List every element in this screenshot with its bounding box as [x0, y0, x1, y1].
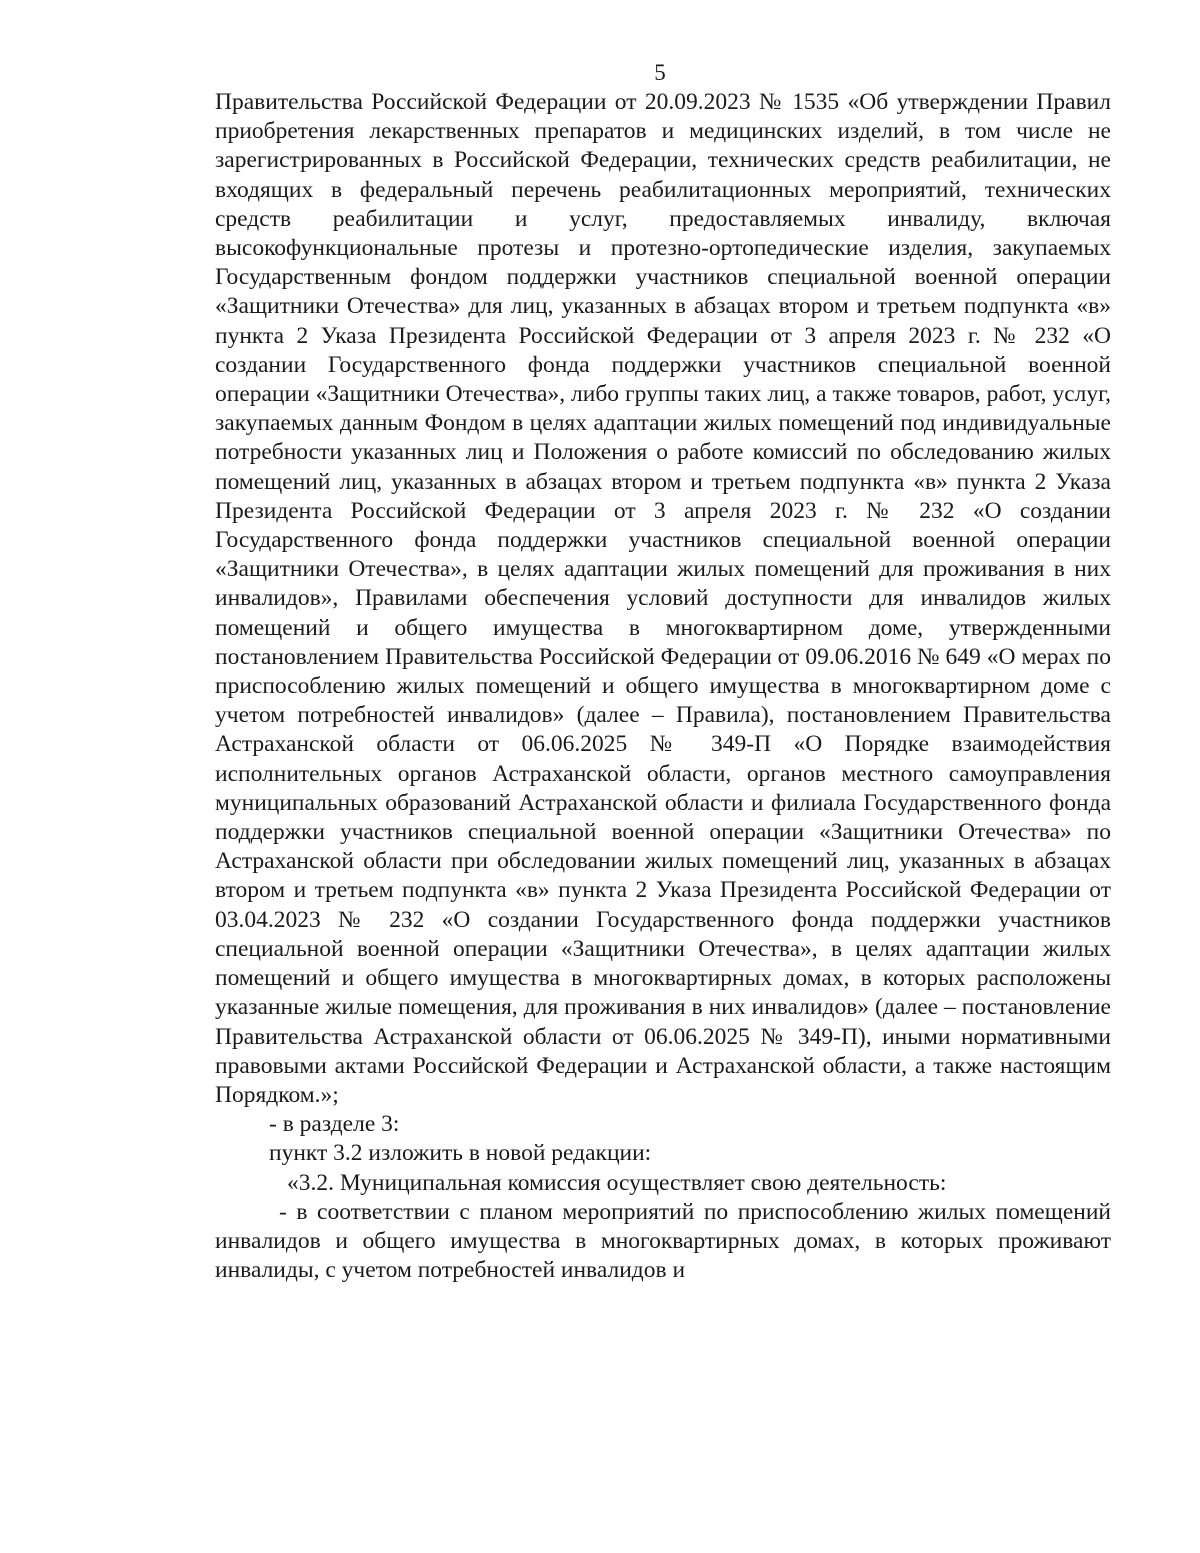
document-body [215, 88, 1111, 1285]
paragraph-legal-basis: Правительства Российской Федерации от 20.09.2023 № 1535 «Об утверждении Правил приобретения лекарственных препаратов и медицинских изделий, в том числе не зарегистрированных в Российской Федерации, технических средств реабилитации, не входящих в федеральный перечень реабилитационных мероприятий, технических средств реабилитации и услуг, предоставляемых инвалиду, включая высокофункциональные протезы и протезно-ортопедические изделия, закупаемых Государственным фондом поддержки участников специальной военной операции «Защитники Отечества» для лиц, указанных в абзацах втором и третьем подпункта «в» пункта 2 Указа Президента Российской Федерации от 3 апреля 2023 г. № 232 «О создании Государственного фонда поддержки участников специальной военной операции «Защитники Отечества», либо группы таких лиц, а также товаров, работ, услуг, закупаемых данным Фондом в целях адаптации жилых помещений под индивидуальные потребности указанных лиц и Положения о работе комиссий по обследованию жилых помещений лиц, указанных в абзацах втором и третьем подпункта «в» пункта 2 Указа Президента Российской Федерации от 3 апреля 2023 г. № 232 «О создании Государственного фонда поддержки участников специальной военной операции «Защитники Отечества», в целях адаптации жилых помещений для проживания в них инвалидов», Правилами обеспечения условий доступности для инвалидов жилых помещений и общего имущества в многоквартирном доме, утвержденными постановлением Правительства Российской Федерации от 09.06.2016 № 649 «О мерах по приспособлению жилых помещений и общего имущества в многоквартирном доме с учетом потребностей инвалидов» (далее – Правила), постановлением Правительства Астраханской области от 06.06.2025 № 349-П «О Порядке взаимодействия исполнительных органов Астраханской области, органов местного самоуправления муниципальных образований Астраханской области и филиала Государственного фонда поддержки участников специальной военной операции «Защитники Отечества» по Астраханской области при обследовании жилых помещений лиц, указанных в абзацах втором и третьем подпункта «в» пункта 2 Указа Президента Российской Федерации от 03.04.2023 № 232 «О создании Государственного фонда поддержки участников специальной военной операции «Защитники Отечества», в целях адаптации жилых помещений и общего имущества в многоквартирных домах, в которых расположены указанные жилые помещения, для проживания в них инвалидов» (далее – постановление Правительства Астраханской области от 06.06.2025 № 349-П), иными нормативными правовыми актами Российской Федерации и Астраханской области, а также настоящим Порядком.»; [215, 89, 1111, 1108]
paragraph-item-3-2-text: «3.2. Муниципальная комиссия осуществляет свою деятельность: [287, 1169, 947, 1196]
page-number: 5 [654, 60, 666, 85]
paragraph-section-3: - в разделе 3: [269, 1111, 400, 1138]
paragraph-item-3-2-new-edition: пункт 3.2 изложить в новой редакции: [269, 1140, 652, 1167]
paragraph-plan-of-measures: - в соответствии с планом мероприятий по приспособлению жилых помещений инвалидов и общего имущества в многоквартирных домах, в которых проживают инвалиды, с учетом потребностей инвалидов и [215, 1198, 1111, 1284]
